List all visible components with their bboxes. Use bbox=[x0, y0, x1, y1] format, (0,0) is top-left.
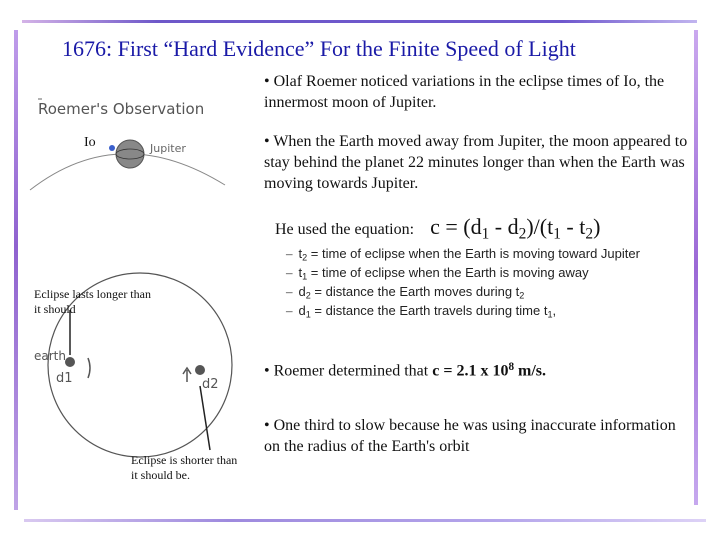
jupiter-label: Jupiter bbox=[150, 142, 186, 155]
equation: $c = (d_1 - d_2)/(t_1 - t_2)$ bbox=[430, 214, 601, 243]
note-eclipse-shorter: Eclipse is shorter than it should be. bbox=[131, 453, 238, 482]
bullet-roemer-noticed: • Olaf Roemer noticed variations in the eclipse times of Io, the innermost moon of Jupiter. bbox=[264, 73, 665, 111]
definition-d1: – $d_1$ = distance the Earth travels during time $t_1$, bbox=[286, 303, 557, 320]
bullet-one-third-slow: • One third to slow because he was using inaccurate information on the radius of the Earth's orbit bbox=[264, 417, 676, 455]
equation-line bbox=[275, 214, 695, 244]
equation-label: He used the equation: bbox=[275, 221, 415, 238]
d1-label: d1 bbox=[56, 371, 73, 386]
slide-border-right bbox=[694, 30, 698, 505]
definition-d2: – $d_2$ = distance the Earth moves during $t_2$ bbox=[286, 284, 525, 301]
earth-position-1 bbox=[65, 357, 75, 367]
io-label: Io bbox=[84, 135, 96, 150]
definition-t2: – $t_2$ = time of eclipse when the Earth is moving toward Jupiter bbox=[286, 246, 640, 263]
slide-border-top bbox=[22, 20, 697, 23]
earth-label: earth bbox=[34, 349, 66, 363]
io-moon bbox=[109, 145, 115, 151]
pointer-shorter bbox=[200, 386, 210, 450]
slide-border-left bbox=[14, 30, 18, 510]
bullet-earth-moved-away: • When the Earth moved away from Jupiter, the moon appeared to stay behind the planet 22 minutes longer than when the Earth was moving towards Jupiter. bbox=[264, 133, 688, 192]
d2-label: d2 bbox=[202, 377, 219, 392]
definition-t1: – $t_1$ = time of eclipse when the Earth is moving away bbox=[286, 265, 589, 282]
note-eclipse-longer: Eclipse lasts longer than it should bbox=[34, 287, 151, 316]
earth-position-2 bbox=[195, 365, 205, 375]
diagram-heading: Roemer's Observation bbox=[38, 100, 205, 118]
bullet-roemer-result: • Roemer determined that c = 2.1 x $10^8$ m/s. bbox=[264, 361, 547, 380]
slide-title: 1676: First “Hard Evidence” For the Finite Speed of Light bbox=[62, 36, 576, 61]
jupiter-planet bbox=[116, 140, 144, 168]
slide-border-bottom bbox=[24, 519, 706, 522]
